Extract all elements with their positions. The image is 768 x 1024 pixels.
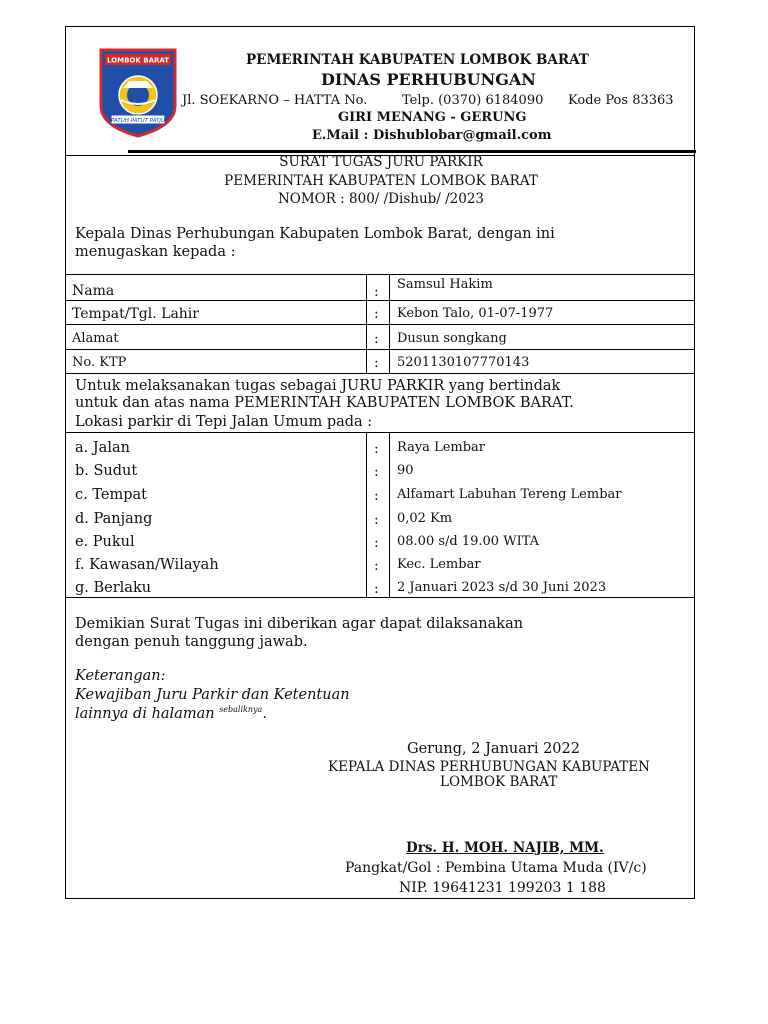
closing-line-2: dengan penuh tanggung jawab. <box>75 634 308 650</box>
notes-line-2-text: lainnya di halaman <box>75 705 215 722</box>
location-label: f. Kawasan/Wilayah <box>75 557 219 573</box>
notes-line-1: Kewajiban Juru Parkir dan Ketentuan <box>75 687 350 703</box>
notes-heading: Keterangan: <box>75 668 166 684</box>
title-line-2: PEMERINTAH KABUPATEN LOMBOK BARAT <box>224 173 538 189</box>
location-label: c. Tempat <box>75 487 147 503</box>
location-colon: : <box>374 581 379 597</box>
title-line-1: SURAT TUGAS JURU PARKIR <box>279 154 483 170</box>
person-row-divider <box>66 349 694 350</box>
signature-name: Drs. H. MOH. NAJIB, MM. <box>406 840 604 856</box>
location-label: e. Pukul <box>75 534 135 550</box>
signature-office-2: LOMBOK BARAT <box>440 774 558 790</box>
header-phone: Telp. (0370) 6184090 <box>402 93 544 108</box>
person-label: Alamat <box>72 331 119 346</box>
location-colon: : <box>374 535 379 551</box>
location-value: 0,02 Km <box>397 511 453 526</box>
person-colon: : <box>374 331 379 347</box>
location-colon: : <box>374 441 379 457</box>
signature-nip: NIP. 19641231 199203 1 188 <box>399 880 606 896</box>
location-value: 2 Januari 2023 s/d 30 Juni 2023 <box>397 580 607 595</box>
notes-period: . <box>262 705 267 722</box>
person-table-bottom <box>66 373 694 374</box>
person-label: Tempat/Tgl. Lahir <box>72 306 199 322</box>
person-value: Samsul Hakim <box>397 277 493 292</box>
svg-text:PATUH PATUT PATJU: PATUH PATUT PATJU <box>111 118 165 124</box>
notes-line-2 <box>75 705 267 722</box>
closing-line-1: Demikian Surat Tugas ini diberikan agar dapat dilaksanakan <box>75 616 524 632</box>
person-label: Nama <box>72 283 115 299</box>
person-value: Dusun songkang <box>397 331 507 346</box>
person-value: Kebon Talo, 01-07-1977 <box>397 306 554 321</box>
task-line-2: untuk dan atas nama PEMERINTAH KABUPATEN LOMBOK BARAT. <box>75 395 574 411</box>
location-col-divider-2 <box>389 432 390 597</box>
task-line-1: Untuk melaksanakan tugas sebagai JURU PARKIR yang bertindak <box>75 378 561 394</box>
person-table-top <box>66 274 694 275</box>
person-col-divider-1 <box>366 274 367 373</box>
header-address: Jl. SOEKARNO – HATTA No. <box>182 93 368 108</box>
location-value: 08.00 s/d 19.00 WITA <box>397 534 540 549</box>
location-table-top <box>66 432 694 433</box>
header-email: E.Mail : Dishublobar@gmail.com <box>312 128 552 143</box>
location-value: Kec. Lembar <box>397 557 481 572</box>
header-line-1: PEMERINTAH KABUPATEN LOMBOK BARAT <box>246 52 589 68</box>
person-row-divider <box>66 300 694 301</box>
location-colon: : <box>374 512 379 528</box>
notes-superscript: sebaliknya <box>219 705 263 714</box>
svg-text:LOMBOK BARAT: LOMBOK BARAT <box>106 56 170 65</box>
header-dinas: DINAS PERHUBUNGAN <box>321 70 536 89</box>
intro-line-2: menugaskan kepada : <box>75 244 236 260</box>
location-value: 90 <box>397 463 414 478</box>
person-colon: : <box>374 355 379 371</box>
header-rule-thick <box>128 150 696 153</box>
person-colon: : <box>374 284 379 300</box>
location-colon: : <box>374 558 379 574</box>
person-col-divider-2 <box>389 274 390 373</box>
person-value: 5201130107770143 <box>397 355 530 370</box>
person-row-divider <box>66 324 694 325</box>
location-col-divider-1 <box>366 432 367 597</box>
signature-rank: Pangkat/Gol : Pembina Utama Muda (IV/c) <box>345 860 647 876</box>
letter-frame <box>65 26 695 899</box>
location-table-bottom <box>66 597 694 598</box>
location-label: g. Berlaku <box>75 580 152 596</box>
task-line-3: Lokasi parkir di Tepi Jalan Umum pada : <box>75 414 373 430</box>
header-city: GIRI MENANG - GERUNG <box>338 110 527 125</box>
signature-office-1: KEPALA DINAS PERHUBUNGAN KABUPATEN <box>328 759 650 775</box>
location-colon: : <box>374 488 379 504</box>
person-label: No. KTP <box>72 355 127 370</box>
title-nomor: NOMOR : 800/ /Dishub/ /2023 <box>277 191 485 207</box>
location-value: Raya Lembar <box>397 440 486 455</box>
signature-place-date: Gerung, 2 Januari 2022 <box>407 741 580 757</box>
header-postcode: Kode Pos 83363 <box>568 93 674 108</box>
person-colon: : <box>374 306 379 322</box>
location-label: d. Panjang <box>75 511 153 527</box>
intro-line-1: Kepala Dinas Perhubungan Kabupaten Lombok Barat, dengan ini <box>75 226 555 242</box>
location-label: b. Sudut <box>75 463 138 479</box>
location-colon: : <box>374 464 379 480</box>
location-label: a. Jalan <box>75 440 130 456</box>
location-value: Alfamart Labuhan Tereng Lembar <box>397 487 622 502</box>
lombok-barat-emblem <box>97 48 179 138</box>
